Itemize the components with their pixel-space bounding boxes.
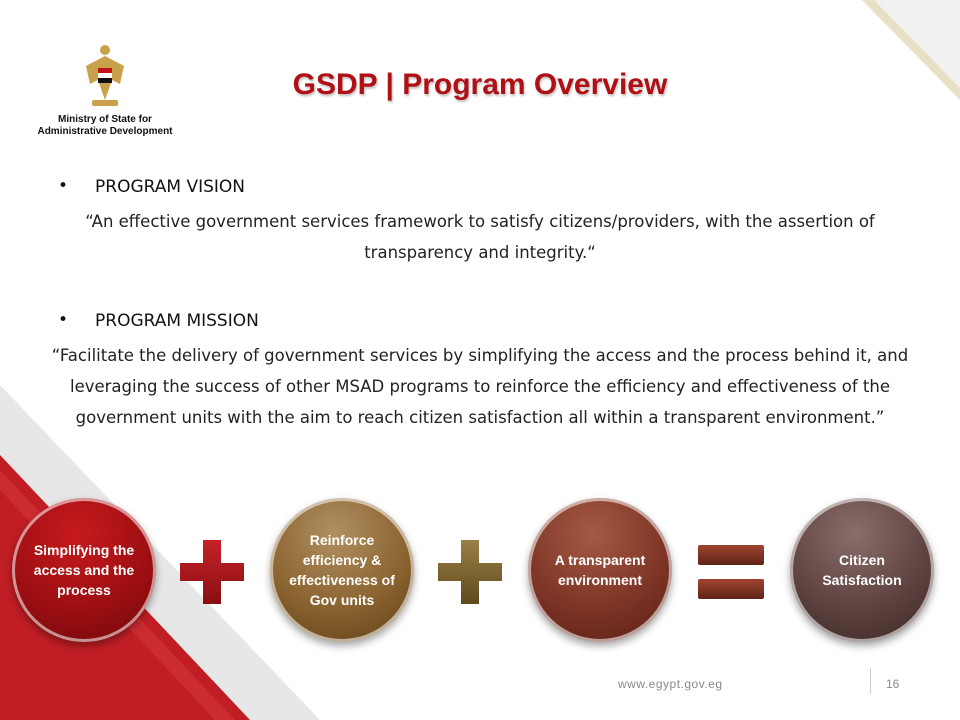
slide-title: GSDP | Program Overview	[292, 68, 668, 101]
equals-icon	[698, 545, 764, 601]
equation-circle-reinforce	[270, 498, 414, 642]
circle-label: Citizen Satisfaction	[822, 552, 902, 588]
equation-circle-citizen-satisfaction	[790, 498, 934, 642]
bullet-icon: •	[58, 176, 69, 196]
mission-text: “Facilitate the delivery of government services by simplifying the access and the process behind it, and leveraging the success of other MSAD programs to reinforce the efficiency and effectiveness of the government units with the aim to reach citizen satisfaction all within a transparent environment.”	[51, 346, 909, 427]
mission-heading-label: PROGRAM MISSION	[95, 311, 259, 331]
footer-url[interactable]: www.egypt.gov.eg	[618, 677, 723, 691]
vision-heading-label: PROGRAM VISION	[95, 177, 245, 197]
circle-label: A transparent environment	[554, 552, 646, 588]
equation-circle-transparent	[528, 498, 672, 642]
bullet-icon: •	[58, 310, 69, 330]
logo-text-line2: Administrative Development	[37, 126, 173, 137]
ministry-logo	[20, 40, 190, 140]
vision-text: “An effective government services framework to satisfy citizens/providers, with the assertion of transparency and integrity.“	[85, 212, 875, 262]
circle-label: Simplifying the access and the process	[33, 542, 135, 598]
logo-text-line1: Ministry of State for	[58, 114, 152, 125]
equation-circle-simplifying	[12, 498, 156, 642]
page-number: 16	[886, 677, 900, 691]
plus-icon	[438, 540, 502, 604]
footer-divider	[870, 668, 871, 694]
circle-label: Reinforce efficiency & effectiveness of Gov units	[289, 532, 395, 608]
eagle-emblem-icon	[80, 40, 130, 112]
plus-icon	[180, 540, 244, 604]
